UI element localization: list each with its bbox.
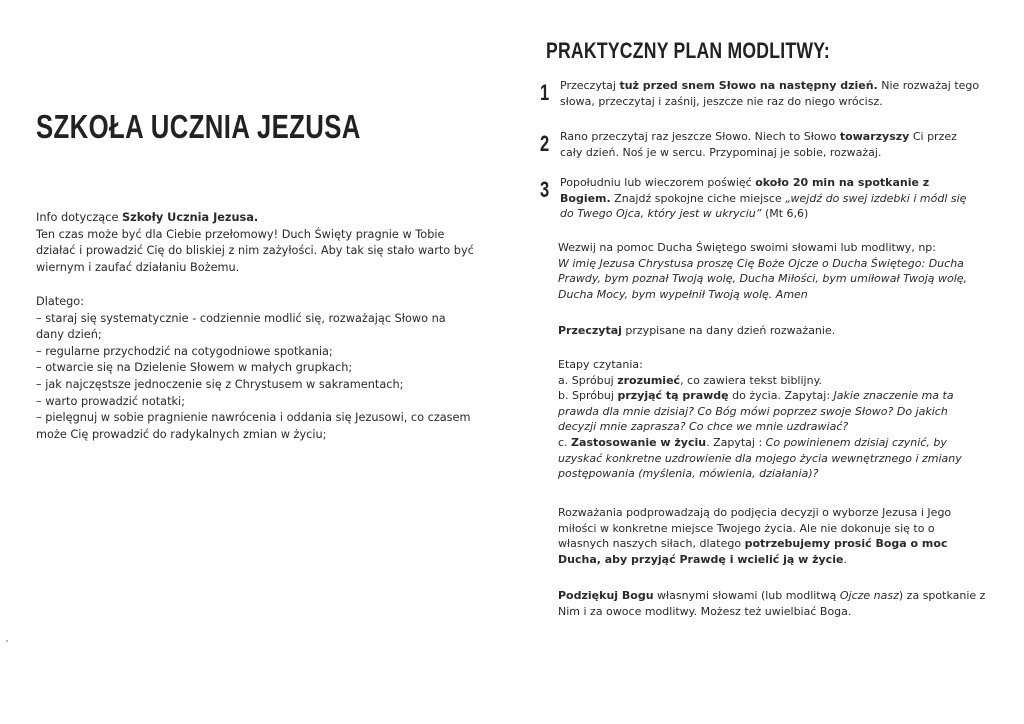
read-rest: przypisane na dany dzień rozważanie. — [621, 324, 836, 337]
decisions-block — [558, 505, 988, 567]
info-heading — [36, 210, 476, 227]
step-text-bold: towarzyszy — [839, 130, 910, 143]
step-text-part: Popołudniu lub wieczorem poświęć — [560, 176, 756, 189]
list-item: – regularne przychodzić na cotygodniowe spotkania; — [36, 344, 333, 358]
step-number: 3 — [540, 177, 550, 202]
holy-spirit-prayer — [558, 256, 988, 303]
step-text-bold: około 20 min na spotkanie z Bogiem. — [560, 176, 930, 205]
prayer-text: W imię Jezusa Chrystusa proszę Cię Boże Ojcze o Ducha Świętego: Ducha Prawdy, bym poznał Twoją wolę, Ducha Miłości, bym umiłował Twoją wolę, Ducha Mocy, bym wypełnił Twoją wolę. Amen — [558, 256, 968, 301]
list-item: – staraj się systematycznie - codziennie modlić się, rozważając Słowo na dany dzień; — [36, 311, 446, 342]
stages-block — [558, 357, 988, 482]
stage-b — [558, 388, 988, 435]
step-text-part: Nie rozważaj tego słowa, przeczytaj i zaśnij, jeszcze nie raz do niego wrócisz. — [560, 79, 980, 108]
thanks-block — [558, 588, 988, 619]
info-body: Ten czas może być dla Ciebie przełomowy! Duch Święty pragnie w Tobie działać i prowadzić Cię do bliskiej z nim zażyłości. Aby tak się stało warto być wiernym i zaufać działaniu Bożemu. — [36, 227, 474, 274]
thanks-part: własnymi słowami (lub modlitwą — [653, 589, 840, 602]
stage-text: do życia. Zapytaj: — [728, 389, 834, 403]
stages-label: Etapy czytania: — [558, 358, 643, 371]
step-number: 2 — [540, 131, 550, 156]
stage-italic: Co powinienem dzisiaj czynić, by uzyskać konkretne uzdrowienie dla mojego życia wewnętrznego i zmiany postępowania (myślenia, mówienia, działania)? — [558, 435, 962, 481]
thanks-italic: Ojcze nasz — [839, 589, 899, 602]
scan-speck — [6, 640, 8, 642]
decisions-part: . — [843, 552, 847, 566]
stage-a — [558, 373, 988, 389]
list-item: – warto prowadzić notatki; — [36, 394, 185, 408]
thanks-text — [558, 588, 988, 619]
read-block — [558, 323, 988, 339]
thanks-part: ) za spotkanie z Nim i za owoce modlitwy. Możesz też uwielbiać Boga. — [558, 589, 986, 618]
step-text-part: (Mt 6,6) — [761, 207, 809, 220]
step-text — [560, 129, 980, 160]
step-text-bold: tuż przed snem Słowo na następny dzień. — [619, 79, 878, 92]
stage-bold: Zastosowanie w życiu — [571, 435, 707, 449]
read-bold: Przeczytaj — [558, 324, 622, 337]
step-text-part: Znajdź spokojne ciche miejsce — [610, 191, 786, 205]
holy-spirit-intro: Wezwij na pomoc Ducha Świętego swoimi słowami lub modlitwy, np: — [558, 241, 936, 254]
stage-bold: przyjąć tą prawdę — [617, 389, 729, 403]
info-heading-bold: Szkoły Ucznia Jezusa. — [121, 211, 259, 224]
info-section — [36, 210, 476, 276]
step-text-part: Przeczytaj — [560, 79, 620, 92]
list-item: – jak najczęstsze jednoczenie się z Chrystusem w sakramentach; — [36, 377, 404, 391]
dlatego-list — [36, 294, 476, 443]
list-item: – pielęgnuj w sobie pragnienie nawrócenia i oddania się Jezusowi, co czasem może Cię prowadzić do radykalnych zmian w życiu; — [36, 411, 471, 441]
stage-text: b. Spróbuj — [558, 389, 618, 403]
decisions-text — [558, 505, 988, 567]
step-text — [560, 175, 980, 222]
page-title-left: SZKOŁA UCZNIA JEZUSA — [36, 108, 361, 145]
stage-text: a. Spróbuj — [558, 373, 618, 387]
list-item: – otwarcie się na Dzielenie Słowem w małych grupkach; — [36, 361, 353, 375]
page-title-right: PRAKTYCZNY PLAN MODLITWY: — [546, 38, 830, 63]
stage-c — [558, 435, 988, 482]
step-text-part: Rano przeczytaj raz jeszcze Słowo. Niech to Słowo — [560, 130, 840, 143]
thanks-bold: Podziękuj Bogu — [558, 589, 654, 602]
decisions-part: Rozważania podprowadzają do podjęcia decyzji o wyborze Jezusa i Jego miłości w konkretne miejsce Twojego życia. Ale nie dokonuje się to o własnych naszych siłach, dlatego — [558, 506, 952, 551]
decisions-bold: potrzebujemy prosić Boga o moc Ducha, aby przyjąć Prawdę i wcielić ją w życie — [558, 537, 948, 566]
step-text — [560, 78, 980, 109]
stage-text: c. — [558, 435, 572, 449]
step-text-part: Ci przez cały dzień. Noś je w sercu. Przypominaj je sobie, rozważaj. — [560, 130, 957, 159]
step-number: 1 — [540, 80, 550, 105]
holy-spirit-block — [558, 240, 988, 302]
dlatego-label: Dlatego: — [36, 295, 85, 308]
stage-italic: Jakie znaczenie ma ta prawda dla mnie dzisiaj? Co Bóg mówi poprzez swoje Słowo? Do jakich decyzji mnie zaprasza? Co chce we mnie uzdrawiać? — [558, 389, 954, 434]
info-heading-prefix: Info dotyczące — [36, 211, 122, 224]
read-line — [558, 323, 988, 339]
stage-bold: zrozumieć — [617, 373, 681, 387]
step-text-quote: „wejdź do swej izdebki i módl się do Twego Ojca, który jest w ukryciu” — [560, 191, 967, 220]
stage-text: . Zapytaj : — [706, 435, 766, 449]
stage-text: , co zawiera tekst biblijny. — [680, 373, 823, 387]
